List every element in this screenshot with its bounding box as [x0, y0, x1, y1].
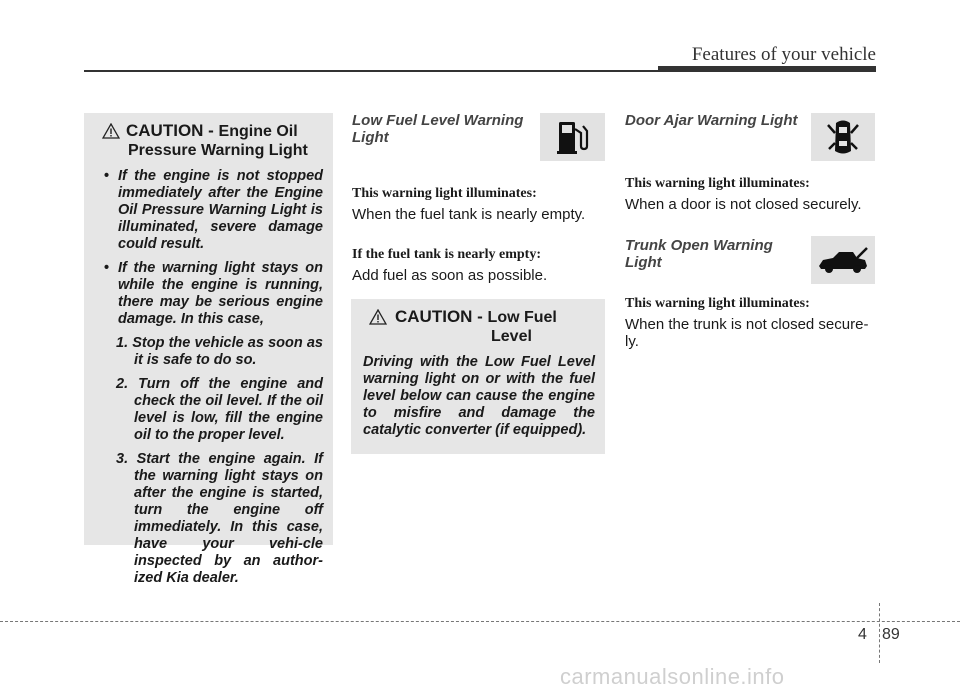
caution-word: CAUTION -: [395, 307, 488, 326]
caution-engine-oil-heading: [96, 121, 323, 160]
warning-triangle-icon: [369, 309, 387, 325]
caution-low-fuel-box: [351, 299, 605, 454]
page-header-title: Features of your vehicle: [691, 44, 876, 65]
footer-rule: [0, 621, 960, 622]
caution-bullet-list: [96, 168, 323, 328]
low-fuel-illuminates-text: When the fuel tank is nearly empty.: [352, 206, 586, 223]
caution-subject-line2: Pressure Warning Light: [128, 142, 308, 159]
low-fuel-title: Low Fuel Level Warning Light: [352, 112, 524, 146]
caution-step: 1. Stop the vehicle as soon as it is safe to do so.: [116, 335, 323, 368]
trunk-open-illuminates-label: This warning light illuminates:: [625, 296, 810, 311]
caution-low-fuel-text: Driving with the Low Fuel Level warning light on or with the fuel level below can cause the engine to misfire and damage the catalytic converter (if equipped).: [363, 354, 595, 438]
caution-engine-oil-box: [84, 113, 333, 586]
chapter-number: 4: [858, 626, 867, 643]
caution-subject-line1: Engine Oil: [218, 123, 298, 140]
trunk-open-illuminates-text: When the trunk is not closed secure- ly.: [625, 316, 869, 350]
caution-step: 3. Start the engine again. If the warning light stays on after the engine is started, turn the engine off immediately. In this case, have your vehi-cle inspected by an author-ized Kia dealer.: [116, 451, 323, 586]
caution-subject-line1: Low Fuel: [487, 309, 557, 326]
caution-steps-list: [96, 335, 323, 587]
door-ajar-title: Door Ajar Warning Light: [625, 112, 798, 129]
low-fuel-icon-box: [540, 113, 605, 161]
caution-bullet: • If the engine is not stopped immediately after the Engine Oil Pressure Warning Light is illuminated, severe damage could result.: [104, 168, 323, 252]
low-fuel-empty-text: Add fuel as soon as possible.: [352, 267, 548, 284]
caution-subject-line2: Level: [491, 328, 532, 345]
caution-bullet: • If the warning light stays on while the engine is running, there may be serious engine damage. In this case,: [104, 260, 323, 327]
warning-triangle-icon: [102, 123, 120, 139]
footer-divider: [879, 603, 880, 663]
door-ajar-illuminates-label: This warning light illuminates:: [625, 176, 810, 191]
header-rule-accent: [658, 66, 876, 71]
car-trunk-open-icon: [811, 236, 875, 284]
caution-low-fuel-heading: [363, 307, 595, 346]
caution-step: 2. Turn off the engine and check the oil level. If the oil level is low, fill the engine oil to the proper level.: [116, 376, 323, 443]
watermark: carmanualsonline.info: [560, 664, 785, 689]
fuel-pump-icon: [540, 113, 605, 161]
low-fuel-empty-label: If the fuel tank is nearly empty:: [352, 247, 541, 262]
trunk-open-title: Trunk Open Warning Light: [625, 237, 773, 271]
door-ajar-illuminates-text: When a door is not closed securely.: [625, 196, 862, 213]
caution-word: CAUTION -: [126, 121, 219, 140]
door-ajar-icon-box: [811, 113, 875, 161]
trunk-open-icon-box: [811, 236, 875, 284]
page-number: 89: [882, 626, 900, 643]
low-fuel-illuminates-label: This warning light illuminates:: [352, 186, 537, 201]
car-doors-open-icon: [811, 113, 875, 161]
